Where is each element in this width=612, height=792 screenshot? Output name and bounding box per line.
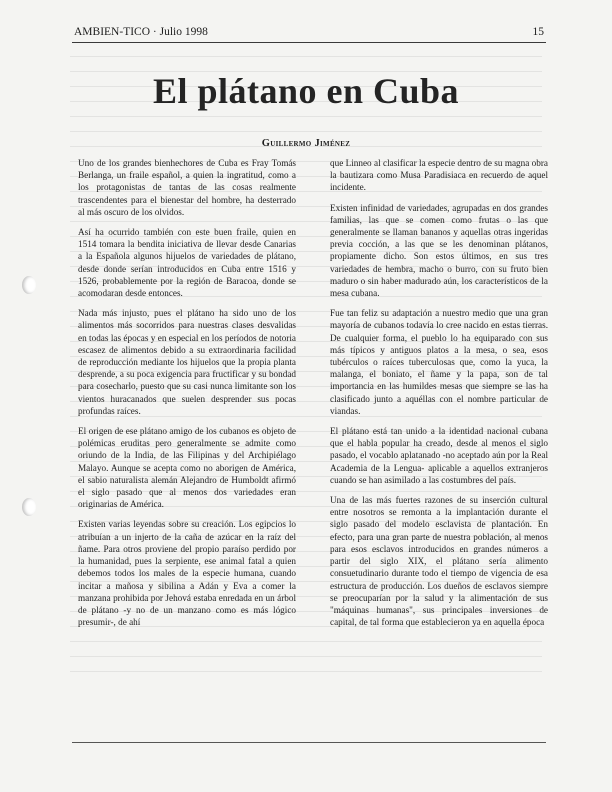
paragraph: Una de las más fuertes razones de su inserción cultural entre nosotros se remonta a la implantación durante el siglo pasado del modelo esclavista de plantación. En efecto, para una gran parte de nuestra población, al menos para esos esclavos introducidos en grandes números a partir del siglo XIX, el plátano sería alimento consuetudinario durante todo el tiempo de vigencia de esa estructura de producción. Los dueños de esclavos siempre se preocuparían por la salud y la alimentación de sus "máquinas humanas", sus principales inversiones de capital, de tal forma que establecieron ya en aquella época bbox=[330, 495, 548, 628]
paragraph: que Linneo al clasificar la especie dentro de su magna obra la bautizara como Musa Paradisiaca en recuerdo de aquel incidente. bbox=[330, 158, 548, 193]
binder-hole bbox=[22, 498, 36, 516]
article-author: Guillermo Jiménez bbox=[261, 138, 351, 149]
page-number: 15 bbox=[532, 26, 544, 38]
paragraph: Uno de los grandes bienhechores de Cuba es Fray Tomás Berlanga, un fraile español, a quien la ingratitud, como a los protagonistas de tantas de las cosas realmente trascendentes para el bienestar del hombre, ha desterrado al más oscuro de los olvidos. bbox=[78, 158, 296, 217]
paragraph: El origen de ese plátano amigo de los cubanos es objeto de polémicas eruditas pero generalmente se admite como oriundo de la India, de las Filipinas y del Archipiélago Malayo. Aunque se acepta como no aborigen de América, el sabio naturalista alemán Alejandro de Humboldt afirmó el siglo pasado que al menos dos variedades eran originarias de América. bbox=[78, 426, 296, 510]
binder-hole bbox=[22, 276, 36, 294]
paragraph: Existen varias leyendas sobre su creación. Los egipcios lo atribuían a un injerto de la caña de azúcar en la raíz del ñame. Para otros proviene del propio paraíso perdido por la humanidad, pues la serpiente, ese animal fatal a quien debemos todos los males de la especie humana, cuando incitar a mañosa y sibilina a Adán y Eva a comer la manzana prohibida por Jehová estaba enredada en un árbol de plátano -y no de un manzano como es más lógico presumir-, de ahí bbox=[78, 519, 296, 628]
article-title: El plátano en Cuba bbox=[152, 71, 460, 111]
publication-name: AMBIEN-TICO · Julio 1998 bbox=[74, 26, 208, 38]
running-header bbox=[74, 26, 544, 42]
paragraph: Así ha ocurrido también con este buen fraile, quien en 1514 tomara la bendita iniciativa de llevar desde Canarias a la Española algunos hijuelos de variedades de plátano, desde donde serían introducidos en Cuba entre 1516 y 1526, probablemente por la región de Baracoa, donde se acomodaran desde entonces. bbox=[78, 227, 296, 299]
footer-divider bbox=[72, 742, 546, 743]
paragraph: Nada más injusto, pues el plátano ha sido uno de los alimentos más socorridos para nuestras clases desvalidas en todas las épocas y en especial en los períodos de notoria escasez de alimentos debido a su extraordinaria facilidad de reproducción mediante los hijuelos que la propia planta desprende, a su poca exigencia para fructificar y su bondad para cosecharlo, puesto que su casi nunca limitante son los vientos huracanados que suelen desprender sus pocas profundas raíces. bbox=[78, 308, 296, 416]
paragraph: Fue tan feliz su adaptación a nuestro medio que una gran mayoría de cubanos todavía lo cree nacido en estas tierras. De cualquier forma, el pueblo lo ha equiparado con sus más típicos y antiguos platos a la mesa, o sea, esos tubérculos o raíces tuberculosas que, como la yuca, la malanga, el boniato, el ñame y la papa, son de tal importancia en las humildes mesas que siempre se las ha clasificado junto a aquéllas con el nombre particular de viandas. bbox=[330, 308, 548, 416]
header-divider bbox=[72, 42, 546, 43]
paragraph: El plátano está tan unido a la identidad nacional cubana que el habla popular ha creado, desde al menos el siglo pasado, el vocablo aplatanado -no aceptado aún por la Real Academia de la Lengua- aplicable a aquellos extranjeros cuando se han asimilado a las costumbres del país. bbox=[330, 426, 548, 485]
right-column bbox=[330, 157, 548, 636]
paragraph: Existen infinidad de variedades, agrupadas en dos grandes familias, las que se comen como frutas o las que generalmente se llaman bananos y aquellas otras ingeridas previa cocción, a las que se les denominan plátanos, propiamente dicho. Son estos últimos, en sus tres variedades de hembra, macho o burro, con su fruto bien maduro o sin haber madurado aún, los característicos de la mesa cubana. bbox=[330, 202, 548, 299]
left-column bbox=[78, 157, 296, 636]
